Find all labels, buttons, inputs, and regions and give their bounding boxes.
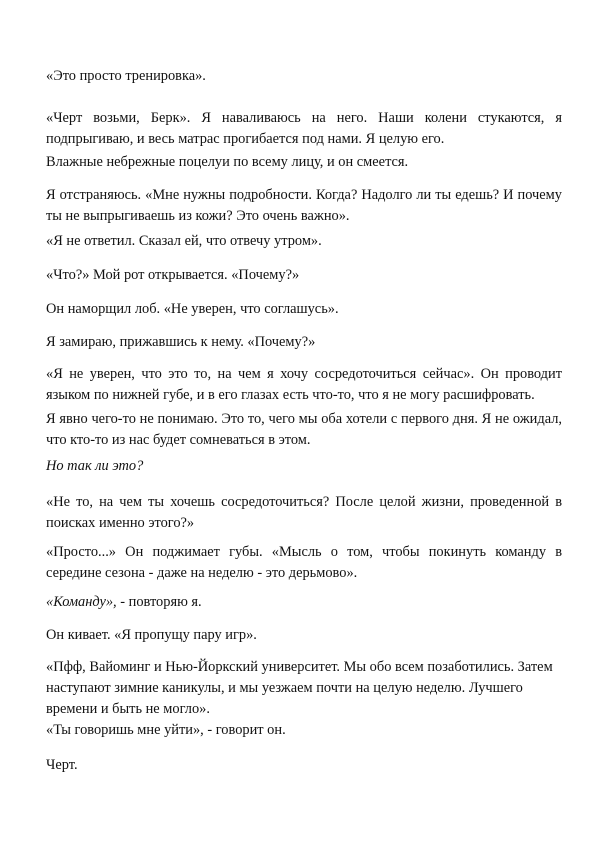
paragraph-2: «Черт возьми, Берк». Я наваливаюсь на него. Наши колени стукаются, я подпрыгиваю, и весь матрас прогибается под нами. Я целую его. bbox=[46, 110, 562, 147]
paragraph-14-rest: - повторяю я. bbox=[116, 594, 202, 610]
paragraph-17: «Ты говоришь мне уйти», - говорит он. bbox=[46, 722, 286, 738]
paragraph-15: Он кивает. «Я пропущу пару игр». bbox=[46, 627, 257, 643]
paragraph-16: «Пфф, Вайоминг и Нью-Йоркский университет. Мы обо всем позаботились. Затем наступают зимние каникулы, и мы уезжаем почти на целую неделю. Лучшего времени и быть не могло». bbox=[46, 659, 553, 717]
paragraph-9: «Я не уверен, что это то, на чем я хочу сосредоточиться сейчас». Он проводит языком по нижней губе, и в его глазах есть что-то, что я не могу расшифровать. bbox=[46, 366, 562, 403]
paragraph-18: Черт. bbox=[46, 757, 78, 773]
paragraph-6: «Что?» Мой рот открывается. «Почему?» bbox=[46, 267, 300, 283]
emphasis-text: «Команду», bbox=[46, 594, 117, 610]
paragraph-4: Я отстраняюсь. «Мне нужны подробности. Когда? Надолго ли ты едешь? И почему ты не выпрыгиваешь из кожи? Это очень важно». bbox=[46, 187, 562, 224]
paragraph-10: Я явно чего-то не понимаю. Это то, чего мы оба хотели с первого дня. Я не ожидал, что кто-то из нас будет сомневаться в этом. bbox=[46, 411, 562, 448]
paragraph-5: «Я не ответил. Сказал ей, что отвечу утром». bbox=[46, 233, 322, 249]
paragraph-3: Влажные небрежные поцелуи по всему лицу, и он смеется. bbox=[46, 154, 409, 170]
paragraph-13: «Просто...» Он поджимает губы. «Мысль о том, чтобы покинуть команду в середине сезона - даже на неделю - это дерьмово». bbox=[46, 544, 562, 581]
paragraph-8: Я замираю, прижавшись к нему. «Почему?» bbox=[46, 334, 316, 350]
paragraph-7: Он наморщил лоб. «Не уверен, что соглашусь». bbox=[46, 301, 339, 317]
paragraph-12: «Не то, на чем ты хочешь сосредоточиться? После целой жизни, проведенной в поисках именно этого?» bbox=[46, 494, 562, 531]
paragraph-14 bbox=[46, 592, 562, 613]
paragraph-11: Но так ли это? bbox=[46, 458, 144, 474]
paragraph-1: «Это просто тренировка». bbox=[46, 68, 206, 84]
